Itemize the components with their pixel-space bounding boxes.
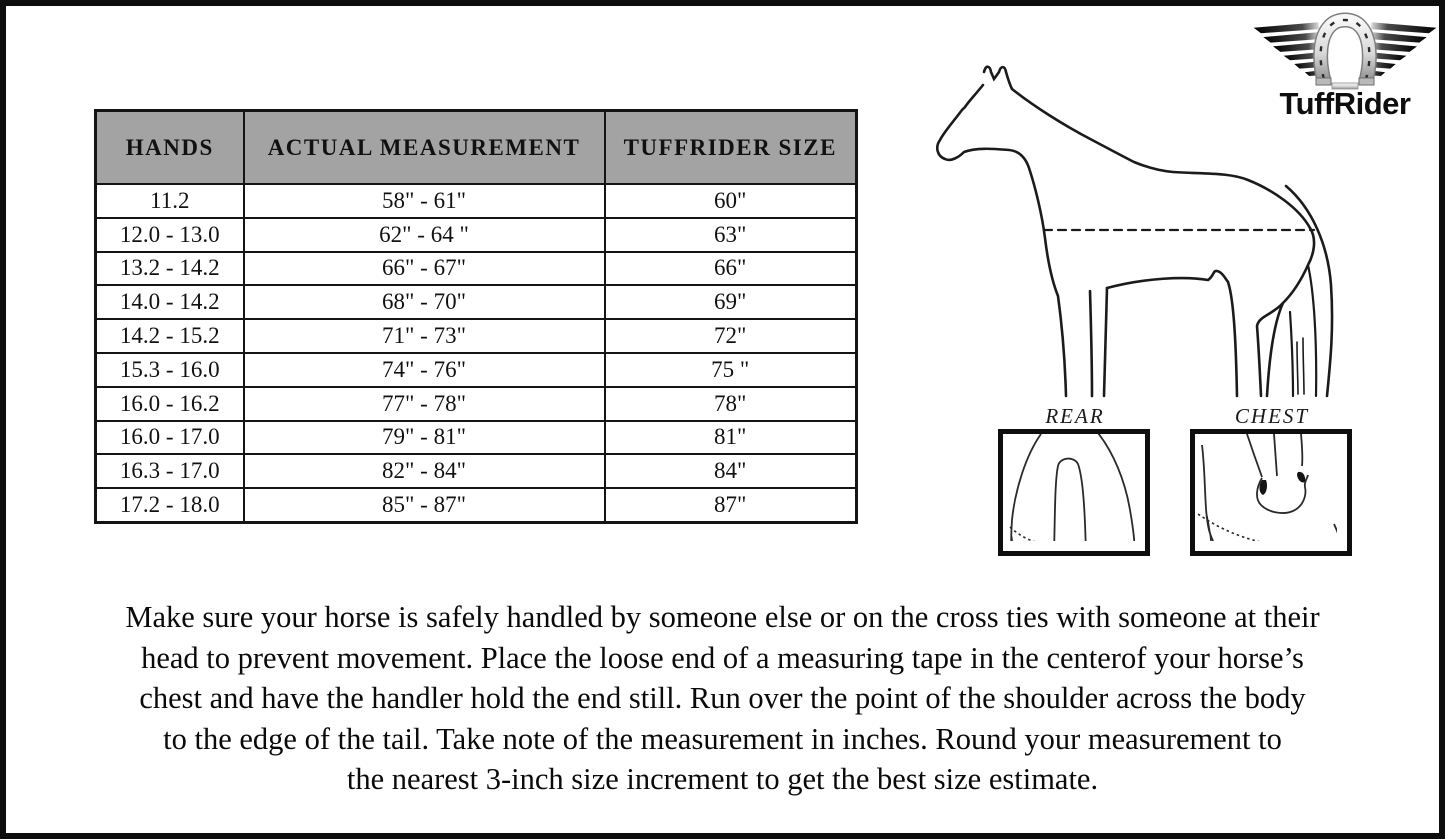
table-cell: 15.3 - 16.0 (96, 353, 244, 387)
table-row (96, 319, 857, 353)
table-cell: 66" (605, 252, 857, 286)
instructions-line: to the edge of the tail. Take note of the measurement in inches. Round your measurement to (163, 721, 1282, 756)
horse-chest-view-icon (1195, 434, 1337, 541)
table-cell: 11.2 (96, 184, 244, 218)
table-cell: 66" - 67" (244, 252, 605, 286)
table-row (96, 184, 857, 218)
table-cell: 63" (605, 218, 857, 252)
table-cell: 72" (605, 319, 857, 353)
table-cell: 68" - 70" (244, 285, 605, 319)
table-row (96, 353, 857, 387)
table-row (96, 218, 857, 252)
table-row (96, 454, 857, 488)
horse-side-outline-icon (905, 50, 1365, 405)
measuring-instructions (15, 597, 1430, 800)
table-cell: 79" - 81" (244, 421, 605, 455)
instructions-line: chest and have the handler hold the end still. Run over the point of the shoulder across the body (139, 681, 1306, 715)
table-row (96, 252, 857, 286)
table-row (96, 421, 857, 455)
horse-rear-view-icon (1003, 434, 1135, 541)
table-cell: 16.0 - 16.2 (96, 387, 244, 421)
table-cell: 87" (605, 488, 857, 522)
table-cell: 85" - 87" (244, 488, 605, 522)
table-cell: 75 " (605, 353, 857, 387)
size-table (94, 109, 858, 524)
table-row (96, 285, 857, 319)
table-row (96, 488, 857, 522)
table-row (96, 387, 857, 421)
table-cell: 71" - 73" (244, 319, 605, 353)
header-actual-measurement: ACTUAL MEASUREMENT (244, 111, 605, 185)
rear-view-box (998, 429, 1150, 556)
table-cell: 84" (605, 454, 857, 488)
table-cell: 81" (605, 421, 857, 455)
table-cell: 16.0 - 17.0 (96, 421, 244, 455)
table-cell: 78" (605, 387, 857, 421)
table-header-row (96, 111, 857, 185)
table-cell: 14.0 - 14.2 (96, 285, 244, 319)
table-cell: 69" (605, 285, 857, 319)
header-hands: HANDS (96, 111, 244, 185)
chest-view-box (1190, 429, 1352, 556)
instructions-line: Make sure your horse is safely handled by someone else or on the cross ties with someone at their (125, 600, 1320, 634)
rear-label: REAR (1045, 404, 1105, 428)
table-cell: 62" - 64 " (244, 218, 605, 252)
brand-name: TuffRider (1279, 86, 1411, 121)
table-cell: 82" - 84" (244, 454, 605, 488)
instructions-line: the nearest 3-inch size increment to get the best size estimate. (346, 762, 1099, 796)
chest-label: CHEST (1234, 404, 1310, 428)
table-cell: 17.2 - 18.0 (96, 488, 244, 522)
table-cell: 13.2 - 14.2 (96, 252, 244, 286)
table-cell: 77" - 78" (244, 387, 605, 421)
header-tuffrider-size: TUFFRIDER SIZE (605, 111, 857, 185)
table-cell: 12.0 - 13.0 (96, 218, 244, 252)
table-cell: 16.3 - 17.0 (96, 454, 244, 488)
table-cell: 74" - 76" (244, 353, 605, 387)
table-cell: 60" (605, 184, 857, 218)
instructions-line: head to prevent movement. Place the loose end of a measuring tape in the centerof your horse’s (141, 640, 1304, 675)
table-cell: 58" - 61" (244, 184, 605, 218)
table-cell: 14.2 - 15.2 (96, 319, 244, 353)
